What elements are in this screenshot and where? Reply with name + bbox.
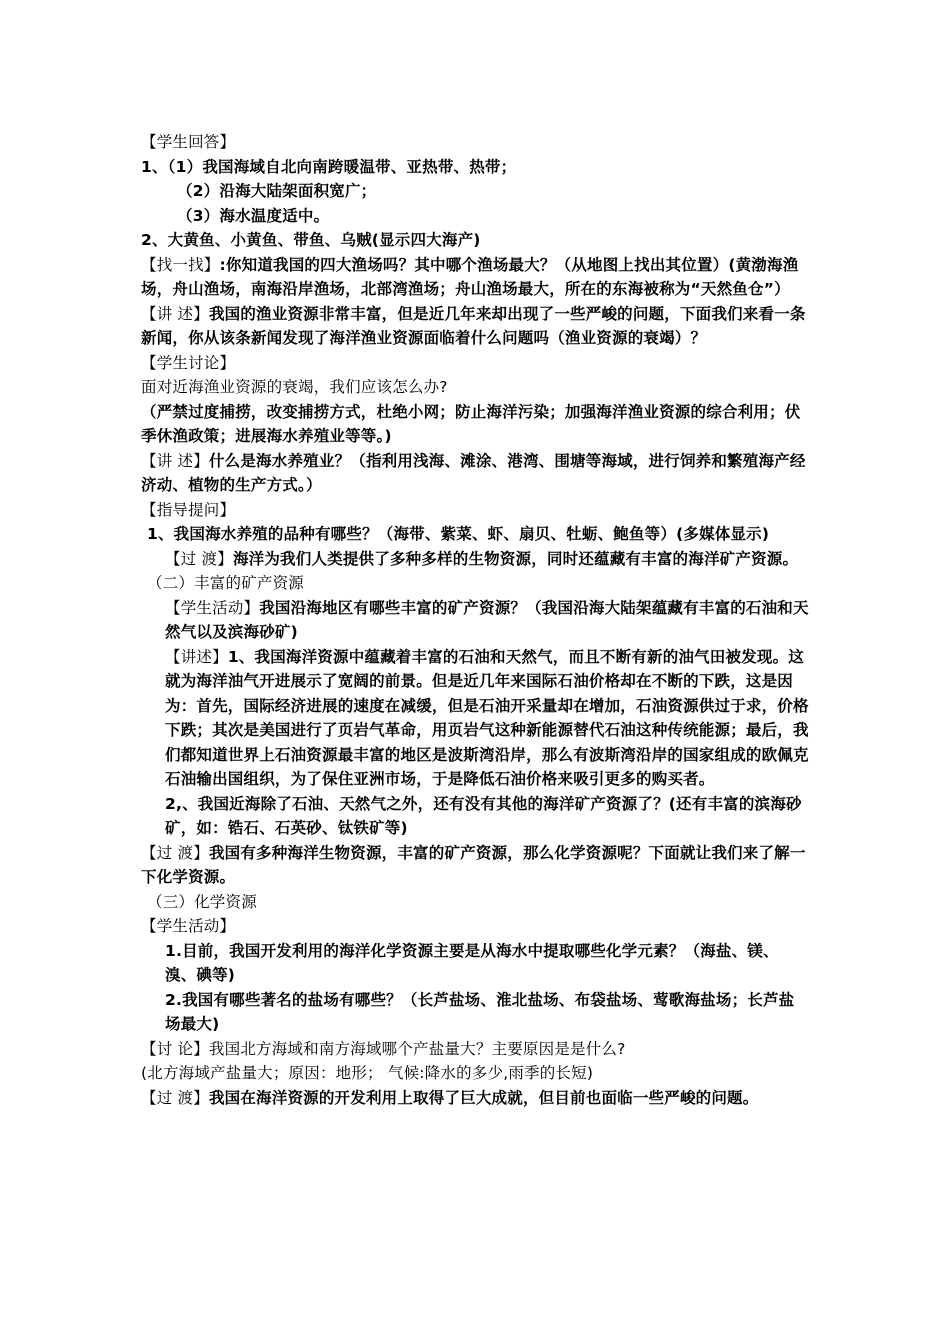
activity-text-1: 我国沿海地区有哪些丰富的矿产资源？（我国沿海大陆架蕴藏有丰富的石油和天然气以及滨海砂矿) <box>165 598 809 641</box>
student-answer-heading: 【学生回答】 <box>141 133 236 151</box>
find-fishery-paragraph <box>141 253 809 302</box>
mineral-question-2: 2,、我国近海除了石油、天然气之外，还有没有其他的海洋矿产资源了？(还有丰富的滨海砂矿，如：锆石、石英砂、钛铁矿等) <box>165 794 802 837</box>
find-text: :你知道我国的四大渔场吗？其中哪个渔场最大？（从地图上找出其位置）(黄渤海渔场，舟山渔场，南海沿岸渔场，北部湾渔场；舟山渔场最大，所在的东海被称为“天然鱼仓”） <box>141 255 799 298</box>
guided-question-heading: 【指导提问】 <box>141 500 236 519</box>
transition-paragraph-1 <box>141 547 809 572</box>
guided-question-1: 1、我国海水养殖的品种有哪些？（海带、紫菜、虾、扇贝、牡蛎、鲍鱼等）(多媒体显示) <box>147 525 770 543</box>
chemical-question-2: 2.我国有哪些著名的盐场有哪些？（长芦盐场、淮北盐场、布袋盐场、莺歌海盐场；长芦盐场最大) <box>165 990 795 1033</box>
transition-text-3: 我国在海洋资源的开发利用上取得了巨大成就，但目前也面临一些严峻的问题。 <box>208 1088 759 1107</box>
activity-tag-1: 【学生活动】 <box>165 598 260 617</box>
student-activity-heading: 【学生活动】 <box>141 917 236 935</box>
transition-paragraph-3 <box>141 1086 809 1111</box>
answer-2: 2、大黄鱼、小黄鱼、带鱼、乌贼(显示四大海产) <box>141 231 481 249</box>
student-activity-minerals <box>141 596 809 645</box>
chemical-question-1: 1.目前，我国开发利用的海洋化学资源主要是从海水中提取哪些化学元素？（海盐、镁、溴、碘等) <box>165 941 779 984</box>
transition-tag-3: 【过 渡】 <box>141 1088 209 1107</box>
narration-oil-paragraph <box>141 645 809 792</box>
student-discussion-heading: 【学生讨论】 <box>141 353 236 372</box>
transition-paragraph-2 <box>141 841 809 890</box>
narration-text-3: 1、我国海洋资源中蕴藏着丰富的石油和天然气，而且不断有新的油气田被发现。这就为海洋油气开进展示了宽阔的前景。但是近几年来国际石油价格却在不断的下跌，这是因为：首先，国际经济进展的速度在减缓，但是石油开采量却在增加，石油资源供过于求，价格下跌；其次是美国进行了页岩气革命，用页岩气这种新能源替代石油这种传统能源；最后，我们都知道世界上石油资源最丰富的地区是波斯湾沿岸，那么有波斯湾沿岸的国家组成的欧佩克石油输出国组织，为了保住亚洲市场，于是降低石油价格来吸引更多的购买者。 <box>165 647 809 788</box>
narration-tag: 【讲 述】 <box>141 304 209 323</box>
discussion-salt-question: 【讨 论】我国北方海域和南方海域哪个产盐量大？主要原因是是什么? <box>141 1039 626 1058</box>
narration-text-2: 什么是海水养殖业？（指利用浅海、滩涂、港湾、围塘等海域，进行饲养和繁殖海产经济动、植物的生产方式。） <box>141 451 806 494</box>
transition-text-1: 海洋为我们人类提供了多种多样的生物资源，同时还蕴藏有丰富的海洋矿产资源。 <box>232 549 799 568</box>
discussion-salt-answer: (北方海域产盐量大；原因：地形； 气候:降水的多少,雨季的长短) <box>141 1064 594 1082</box>
answer-1-line-1: 1、（1）我国海域自北向南跨暖温带、亚热带、热带； <box>141 157 517 176</box>
transition-text-2: 我国有多种海洋生物资源，丰富的矿产资源，那么化学资源呢？下面就让我们来了解一下化学资源。 <box>141 843 806 886</box>
transition-tag-1: 【过 渡】 <box>165 549 233 568</box>
narration-tag-3: 【讲述】 <box>165 647 228 666</box>
narration-tag-2: 【讲 述】 <box>141 451 209 470</box>
discussion-answer: （严禁过度捕捞，改变捕捞方式，杜绝小网；防止海洋污染；加强海洋渔业资源的综合利用；伏季休渔政策；进展海水养殖业等等。) <box>141 402 801 445</box>
narration-aquaculture-paragraph <box>141 449 809 498</box>
find-tag: 【找一找】 <box>141 255 220 274</box>
section-3-heading: （三）化学资源 <box>147 892 257 911</box>
answer-1-line-2: （2）沿海大陆架面积宽广； <box>177 182 377 200</box>
transition-tag-2: 【过 渡】 <box>141 843 209 862</box>
discussion-question: 面对近海渔业资源的衰竭，我们应该怎么办? <box>141 378 448 396</box>
narration-fishery-paragraph <box>141 302 809 351</box>
section-2-heading: （二）丰富的矿产资源 <box>147 574 305 592</box>
narration-text: 我国的渔业资源非常丰富，但是近几年来却出现了一些严峻的问题，下面我们来看一条新闻，你从该条新闻发现了海洋渔业资源面临着什么问题吗（渔业资源的衰竭）？ <box>141 304 806 347</box>
answer-1-line-3: （3）海水温度适中。 <box>177 206 330 225</box>
document-body <box>141 130 809 1110</box>
